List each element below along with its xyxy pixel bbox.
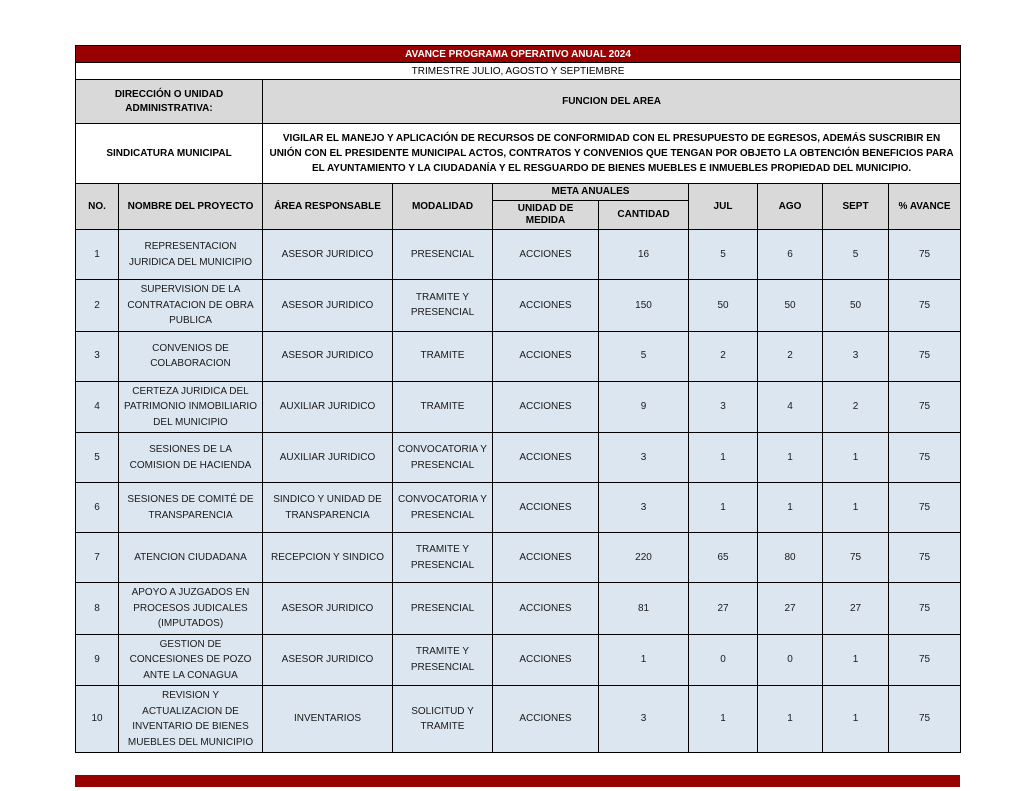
col-header-jul: JUL <box>689 184 758 230</box>
cell-jul: 2 <box>689 331 758 381</box>
cell-avance: 75 <box>889 331 961 381</box>
cell-no: 9 <box>76 634 119 686</box>
cell-area: ASESOR JURIDICO <box>263 280 393 332</box>
cell-avance: 75 <box>889 583 961 635</box>
cell-cantidad: 5 <box>599 331 689 381</box>
report-title: AVANCE PROGRAMA OPERATIVO ANUAL 2024 <box>76 46 961 63</box>
cell-sept: 1 <box>823 433 889 483</box>
cell-jul: 3 <box>689 381 758 433</box>
table-row <box>76 583 961 635</box>
cell-modalidad: CONVOCATORIA Y PRESENCIAL <box>393 483 493 533</box>
cell-no: 3 <box>76 331 119 381</box>
cell-modalidad: TRAMITE <box>393 381 493 433</box>
cell-area: SINDICO Y UNIDAD DE TRANSPARENCIA <box>263 483 393 533</box>
cell-area: AUXILIAR JURIDICO <box>263 433 393 483</box>
table-row <box>76 280 961 332</box>
cell-area: AUXILIAR JURIDICO <box>263 381 393 433</box>
cell-cantidad: 1 <box>599 634 689 686</box>
cell-area: ASESOR JURIDICO <box>263 634 393 686</box>
cell-modalidad: TRAMITE Y PRESENCIAL <box>393 280 493 332</box>
cell-jul: 1 <box>689 686 758 753</box>
cell-cantidad: 16 <box>599 230 689 280</box>
cell-unidad: ACCIONES <box>493 381 599 433</box>
cell-jul: 50 <box>689 280 758 332</box>
cell-no: 1 <box>76 230 119 280</box>
cell-no: 4 <box>76 381 119 433</box>
cell-proyecto: ATENCION CIUDADANA <box>119 533 263 583</box>
cell-sept: 1 <box>823 634 889 686</box>
cell-jul: 5 <box>689 230 758 280</box>
cell-jul: 27 <box>689 583 758 635</box>
cell-cantidad: 3 <box>599 686 689 753</box>
cell-sept: 27 <box>823 583 889 635</box>
cell-avance: 75 <box>889 686 961 753</box>
cell-cantidad: 220 <box>599 533 689 583</box>
cell-avance: 75 <box>889 230 961 280</box>
cell-ago: 50 <box>758 280 823 332</box>
col-header-unidad: UNIDAD DE MEDIDA <box>493 201 599 230</box>
col-header-meta-anuales: META ANUALES <box>493 184 689 201</box>
table-row <box>76 230 961 280</box>
direccion-value: SINDICATURA MUNICIPAL <box>76 124 263 184</box>
cell-modalidad: CONVOCATORIA Y PRESENCIAL <box>393 433 493 483</box>
cell-ago: 27 <box>758 583 823 635</box>
funcion-label: FUNCION DEL AREA <box>263 80 961 124</box>
report-sheet <box>75 45 960 787</box>
cell-cantidad: 81 <box>599 583 689 635</box>
table-row <box>76 533 961 583</box>
col-header-area: ÁREA RESPONSABLE <box>263 184 393 230</box>
cell-avance: 75 <box>889 533 961 583</box>
cell-sept: 1 <box>823 686 889 753</box>
direccion-label: DIRECCIÓN O UNIDAD ADMINISTRATIVA: <box>76 80 263 124</box>
table-row <box>76 686 961 753</box>
cell-jul: 0 <box>689 634 758 686</box>
col-header-sept: SEPT <box>823 184 889 230</box>
col-header-no: NO. <box>76 184 119 230</box>
cell-unidad: ACCIONES <box>493 583 599 635</box>
cell-unidad: ACCIONES <box>493 331 599 381</box>
cell-unidad: ACCIONES <box>493 230 599 280</box>
cell-cantidad: 150 <box>599 280 689 332</box>
cell-no: 2 <box>76 280 119 332</box>
cell-unidad: ACCIONES <box>493 533 599 583</box>
cell-modalidad: TRAMITE Y PRESENCIAL <box>393 634 493 686</box>
cell-proyecto: SESIONES DE LA COMISION DE HACIENDA <box>119 433 263 483</box>
cell-avance: 75 <box>889 381 961 433</box>
unit-header-row <box>76 80 961 124</box>
cell-proyecto: SESIONES DE COMITÉ DE TRANSPARENCIA <box>119 483 263 533</box>
cell-no: 5 <box>76 433 119 483</box>
cell-area: ASESOR JURIDICO <box>263 583 393 635</box>
cell-no: 6 <box>76 483 119 533</box>
subtitle-row <box>76 63 961 80</box>
cell-ago: 1 <box>758 433 823 483</box>
cell-ago: 2 <box>758 331 823 381</box>
cell-proyecto: APOYO A JUZGADOS EN PROCESOS JUDICALES (IMPUTADOS) <box>119 583 263 635</box>
cell-sept: 3 <box>823 331 889 381</box>
column-header-row <box>76 184 961 201</box>
cell-unidad: ACCIONES <box>493 433 599 483</box>
cell-no: 10 <box>76 686 119 753</box>
cell-modalidad: PRESENCIAL <box>393 583 493 635</box>
cell-ago: 80 <box>758 533 823 583</box>
cell-jul: 1 <box>689 433 758 483</box>
cell-area: RECEPCION Y SINDICO <box>263 533 393 583</box>
cell-avance: 75 <box>889 483 961 533</box>
cell-proyecto: CERTEZA JURIDICA DEL PATRIMONIO INMOBILIARIO DEL MUNICIPIO <box>119 381 263 433</box>
title-row <box>76 46 961 63</box>
cell-area: ASESOR JURIDICO <box>263 331 393 381</box>
cell-modalidad: SOLICITUD Y TRAMITE <box>393 686 493 753</box>
cell-no: 7 <box>76 533 119 583</box>
cell-sept: 1 <box>823 483 889 533</box>
table-row <box>76 381 961 433</box>
cell-sept: 2 <box>823 381 889 433</box>
cell-unidad: ACCIONES <box>493 280 599 332</box>
cell-proyecto: REPRESENTACION JURIDICA DEL MUNICIPIO <box>119 230 263 280</box>
cell-ago: 4 <box>758 381 823 433</box>
table-row <box>76 433 961 483</box>
cell-jul: 65 <box>689 533 758 583</box>
cell-avance: 75 <box>889 634 961 686</box>
cell-modalidad: TRAMITE Y PRESENCIAL <box>393 533 493 583</box>
cell-ago: 1 <box>758 686 823 753</box>
cell-area: INVENTARIOS <box>263 686 393 753</box>
cell-cantidad: 3 <box>599 483 689 533</box>
cell-avance: 75 <box>889 280 961 332</box>
cell-proyecto: GESTION DE CONCESIONES DE POZO ANTE LA CONAGUA <box>119 634 263 686</box>
cell-ago: 1 <box>758 483 823 533</box>
cell-cantidad: 9 <box>599 381 689 433</box>
col-header-cantidad: CANTIDAD <box>599 201 689 230</box>
cell-unidad: ACCIONES <box>493 686 599 753</box>
cell-unidad: ACCIONES <box>493 634 599 686</box>
cell-avance: 75 <box>889 433 961 483</box>
cell-ago: 0 <box>758 634 823 686</box>
avance-report-table <box>75 45 961 753</box>
col-header-modalidad: MODALIDAD <box>393 184 493 230</box>
unit-value-row <box>76 124 961 184</box>
funcion-text: VIGILAR EL MANEJO Y APLICACIÓN DE RECURSOS DE CONFORMIDAD CON EL PRESUPUESTO DE EGRESOS, ADEMÁS SUSCRIBIR EN UNIÓN CON EL PRESIDENTE MUNICIPAL ACTOS, CONTRATOS Y CONVENIOS QUE TENGAN POR OBJETO LA OBTENCIÓN BENEFICIOS PARA EL AYUNTAMIENTO Y LA CIUDADANÍA Y EL RESGUARDO DE BIENES MUEBLES E INMUEBLES PROPIEDAD DEL MUNICIPIO. <box>263 124 961 184</box>
cell-modalidad: PRESENCIAL <box>393 230 493 280</box>
cell-proyecto: REVISION Y ACTUALIZACION DE INVENTARIO DE BIENES MUEBLES DEL MUNICIPIO <box>119 686 263 753</box>
table-row <box>76 331 961 381</box>
footer-accent-bar <box>75 775 960 787</box>
col-header-ago: AGO <box>758 184 823 230</box>
cell-cantidad: 3 <box>599 433 689 483</box>
col-header-avance: % AVANCE <box>889 184 961 230</box>
cell-ago: 6 <box>758 230 823 280</box>
cell-proyecto: CONVENIOS DE COLABORACION <box>119 331 263 381</box>
table-row <box>76 634 961 686</box>
cell-sept: 75 <box>823 533 889 583</box>
cell-sept: 50 <box>823 280 889 332</box>
cell-sept: 5 <box>823 230 889 280</box>
cell-unidad: ACCIONES <box>493 483 599 533</box>
report-subtitle: TRIMESTRE JULIO, AGOSTO Y SEPTIEMBRE <box>76 63 961 80</box>
cell-proyecto: SUPERVISION DE LA CONTRATACION DE OBRA PUBLICA <box>119 280 263 332</box>
table-row <box>76 483 961 533</box>
cell-area: ASESOR JURIDICO <box>263 230 393 280</box>
col-header-proyecto: NOMBRE DEL PROYECTO <box>119 184 263 230</box>
cell-modalidad: TRAMITE <box>393 331 493 381</box>
cell-no: 8 <box>76 583 119 635</box>
cell-jul: 1 <box>689 483 758 533</box>
